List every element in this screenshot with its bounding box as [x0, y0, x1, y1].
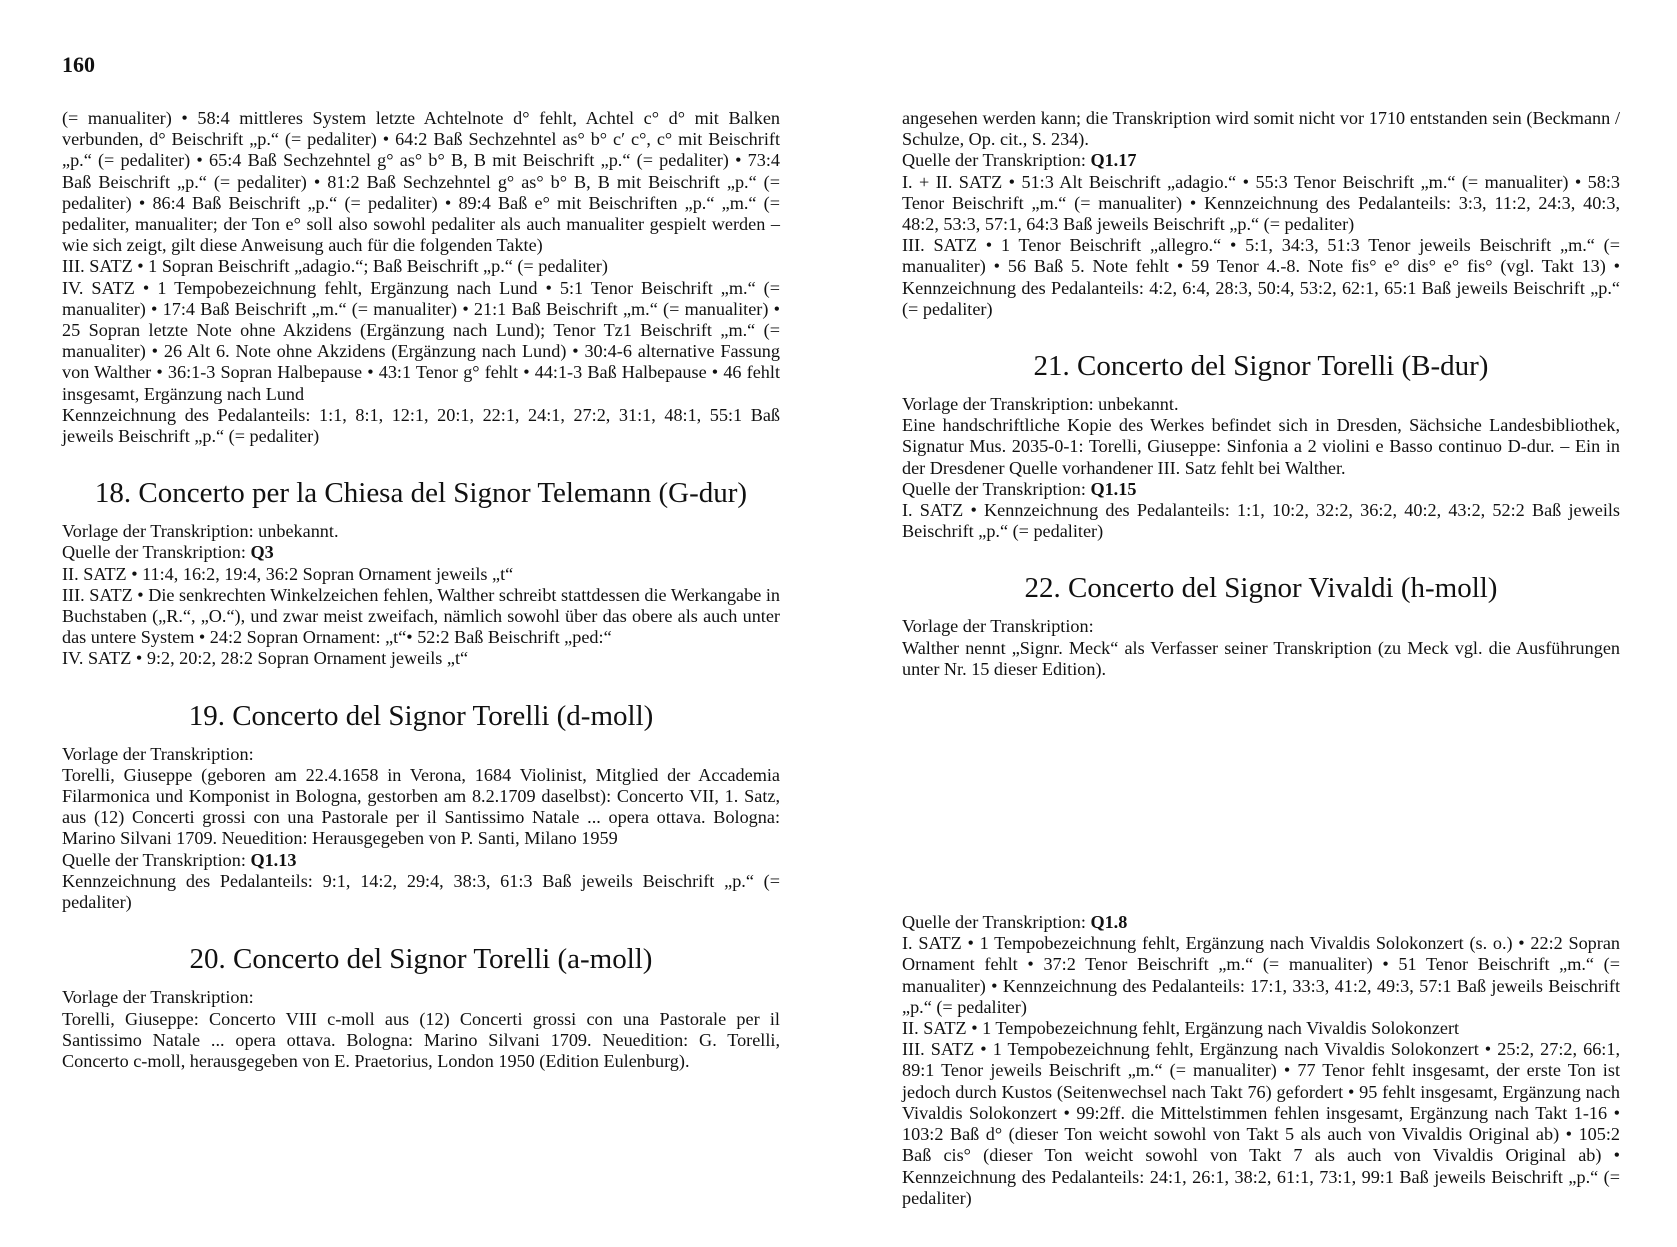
section-heading: 22. Concerto del Signor Vivaldi (h-moll): [1024, 572, 1498, 605]
left-column: [62, 108, 780, 1072]
quelle-value: Q1.17: [1090, 150, 1137, 171]
quelle-line: [902, 150, 1620, 171]
paragraph: Kennzeichnung des Pedalanteils: 9:1, 14:2, 29:4, 38:3, 61:3 Baß jeweils Beischrift „p.“ (= pedaliter): [62, 870, 780, 913]
section-heading: 19. Concerto del Signor Torelli (d-moll): [188, 699, 654, 732]
paragraph: Kennzeichnung des Pedalanteils: 1:1, 8:1, 12:1, 20:1, 22:1, 24:1, 27:2, 31:1, 48:1, 55:1 Baß jeweils Beischrift „p.“ (= pedaliter): [62, 404, 780, 447]
quelle-label: Quelle der Transkription:: [902, 478, 1091, 499]
paragraph: IV. SATZ • 9:2, 20:2, 28:2 Sopran Ornament jeweils „t“: [62, 648, 469, 669]
right-column: [902, 108, 1620, 1209]
paragraph: II. SATZ • 11:4, 16:2, 19:4, 36:2 Sopran Ornament jeweils „t“: [62, 563, 514, 584]
paragraph: III. SATZ • Die senkrechten Winkelzeichen fehlen, Walther schreibt stattdessen die Werkangabe in Buchstaben („R.“, „O.“), und zwar meist zweifach, nämlich sowohl über das obere als auch unter das untere System • 24:2 Sopran Ornament: „t“• 52:2 Baß Beischrift „ped:“: [62, 584, 780, 648]
paragraph: I. SATZ • Kennzeichnung des Pedalanteils: 1:1, 10:2, 32:2, 36:2, 40:2, 43:2, 52:2 Baß jeweils Beischrift „p.“ (= pedaliter): [902, 500, 1620, 542]
paragraph: III. SATZ • 1 Tempobezeichnung fehlt, Ergänzung nach Vivaldis Solokonzert • 25:2, 27:2, 66:1, 89:1 Tenor jeweils Beischrift „m.“ (= manualiter) • 77 Tenor fehlt insgesamt, der erste Ton ist jedoch durch Kustos (Seitenwechsel nach Takt 76) gefordert • 95 fehlt insgesamt, Ergänzung nach Vivaldis Solokonzert • 99:2ff. die Mittelstimmen fehlen insgesamt, Ergänzung nach Takt 1-16 • 103:2 Baß d° (dieser Ton weicht sowohl von Takt 5 als auch von Vivaldis Original ab) • 105:2 Baß cis° (dieser Ton weicht sowohl von Takt 7 als auch von Vivaldis Original ab) • Kennzeichnung des Pedalanteils: 24:1, 26:1, 38:2, 61:1, 73:1, 99:1 Baß jeweils Beischrift „p.“ (= pedaliter): [902, 1039, 1620, 1208]
paragraph: Torelli, Giuseppe (geboren am 22.4.1658 in Verona, 1684 Violinist, Mitglied der Accademia Filarmonica und Komponist in Bologna, gestorben am 8.2.1709 daselbst): Concerto VII, 1. Satz, aus (12) Concerti grossi con una Pastorale per il Santissimo Natale ... opera ottava. Bologna: Marino Silvani 1709. Neuedition: Herausgegeben von P. Santi, Milano 1959: [62, 764, 780, 849]
paragraph: Walther nennt „Signr. Meck“ als Verfasser seiner Transkription (zu Meck vgl. die Ausführungen unter Nr. 15 dieser Edition).: [902, 637, 1620, 679]
vorlage-line: Vorlage der Transkription: unbekannt.: [902, 394, 1179, 415]
paragraph: IV. SATZ • 1 Tempobezeichnung fehlt, Ergänzung nach Lund • 5:1 Tenor Beischrift „m.“ (= manualiter) • 17:4 Baß Beischrift „m.“ (= manualiter) • 21:1 Baß Beischrift „m.“ (= manualiter) • 25 Sopran letzte Note ohne Akzidens (Ergänzung nach Lund); Tenor Tz1 Beischrift „m.“ (= manualiter) • 26 Alt 6. Note ohne Akzidens (Ergänzung nach Lund) • 30:4-6 alternative Fassung von Walther • 36:1-3 Sopran Halbepause • 43:1 Tenor g° fehlt • 44:1-3 Baß Halbepause • 46 fehlt insgesamt, Ergänzung nach Lund: [62, 277, 780, 404]
quelle-line: [62, 850, 780, 871]
paragraph: I. SATZ • 1 Tempobezeichnung fehlt, Ergänzung nach Vivaldis Solokonzert (s. o.) • 22:2 Sopran Ornament fehlt • 37:2 Tenor Beischrift „m.“ (= manualiter) • 51 Tenor Beischrift „m.“ (= manualiter) • Kennzeichnung des Pedalanteils: 17:1, 33:3, 41:2, 49:3, 57:1 Baß jeweils Beischrift „p.“ (= pedaliter): [902, 933, 1620, 1017]
quelle-value: Q1.15: [1090, 478, 1137, 499]
page-number: 160: [62, 52, 95, 77]
section-heading: 20. Concerto del Signor Torelli (a-moll): [189, 943, 653, 976]
vorlage-line: Vorlage der Transkription:: [62, 743, 254, 764]
paragraph: (= manualiter) • 58:4 mittleres System letzte Achtelnote d° fehlt, Achtel c° d° mit Balken verbunden, d° Beischrift „p.“ (= pedaliter) • 64:2 Baß Sechzehntel as° b° c′ c°, c° mit Beischrift „p.“ (= pedaliter) • 65:4 Baß Sechzehntel g° as° b° B, B mit Beischrift „p.“ (= pedaliter) • 73:4 Baß Beischrift „p.“ (= pedaliter) • 81:2 Baß Sechzehntel g° as° b° B, B mit Beischrift „p.“ (= pedaliter) • 86:4 Baß Beischrift „p.“ (= pedaliter) • 89:4 Baß e° mit Beischriften „p.“ „m.“ (= pedaliter, manualiter; der Ton e° soll also sowohl pedaliter als auch manualiter gespielt werden – wie sich zeigt, gilt diese Anweisung auch für die folgenden Takte): [62, 108, 780, 256]
quelle-label: Quelle der Transkription:: [62, 849, 251, 870]
quelle-line: [62, 542, 780, 563]
paragraph: Eine handschriftliche Kopie des Werkes befindet sich in Dresden, Sächsiche Landesbibliothek, Signatur Mus. 2035-0-1: Torelli, Giuseppe: Sinfonia a 2 violini e Basso continuo D-dur. – Ein in der Dresdener Quelle vorhandener III. Satz fehlt bei Walther.: [902, 415, 1620, 478]
quelle-line: [902, 912, 1620, 933]
quelle-label: Quelle der Transkription:: [62, 542, 251, 563]
paragraph: II. SATZ • 1 Tempobezeichnung fehlt, Ergänzung nach Vivaldis Solokonzert: [902, 1018, 1460, 1039]
vorlage-line: Vorlage der Transkription:: [62, 987, 254, 1008]
paragraph: III. SATZ • 1 Sopran Beischrift „adagio.“; Baß Beischrift „p.“ (= pedaliter): [62, 256, 608, 277]
quelle-value: Q3: [250, 542, 274, 563]
paragraph: I. + II. SATZ • 51:3 Alt Beischrift „adagio.“ • 55:3 Tenor Beischrift „m.“ (= manualiter) • 58:3 Tenor Beischrift „m.“ (= manualiter) • Kennzeichnung des Pedalanteils: 3:3, 11:2, 24:3, 40:3, 48:2, 53:3, 57:1, 64:3 Baß jeweils Beischrift „p.“ (= pedaliter): [902, 171, 1620, 235]
vorlage-line: Vorlage der Transkription: unbekannt.: [62, 521, 339, 542]
quelle-label: Quelle der Transkription:: [902, 912, 1091, 933]
paragraph: angesehen werden kann; die Transkription wird somit nicht vor 1710 entstanden sein (Beckmann / Schulze, Op. cit., S. 234).: [902, 108, 1620, 150]
vorlage-line: Vorlage der Transkription:: [902, 616, 1094, 637]
quelle-value: Q1.13: [250, 849, 297, 870]
paragraph: III. SATZ • 1 Tenor Beischrift „allegro.“ • 5:1, 34:3, 51:3 Tenor jeweils Beischrift „m.“ (= manualiter) • 56 Baß 5. Note fehlt • 59 Tenor 4.-8. Note fis° e° dis° e° fis° (vgl. Takt 13) • Kennzeichnung des Pedalanteils: 4:2, 6:4, 28:3, 50:4, 53:2, 62:1, 65:1 Baß jeweils Beischrift „p.“ (= pedaliter): [902, 235, 1620, 319]
blank-area: [902, 680, 1620, 912]
section-heading: 21. Concerto del Signor Torelli (B-dur): [1033, 350, 1489, 383]
quelle-line: [902, 479, 1620, 500]
quelle-label: Quelle der Transkription:: [902, 150, 1091, 171]
quelle-value: Q1.8: [1090, 912, 1128, 933]
section-heading: 18. Concerto per la Chiesa del Signor Telemann (G-dur): [94, 477, 748, 510]
paragraph: Torelli, Giuseppe: Concerto VIII c-moll aus (12) Concerti grossi con una Pastorale per il Santissimo Natale ... opera ottava. Bologna: Marino Silvani 1709. Neuedition: G. Torelli, Concerto c-moll, herausgegeben von E. Praetorius, London 1950 (Edition Eulenburg).: [62, 1008, 780, 1071]
